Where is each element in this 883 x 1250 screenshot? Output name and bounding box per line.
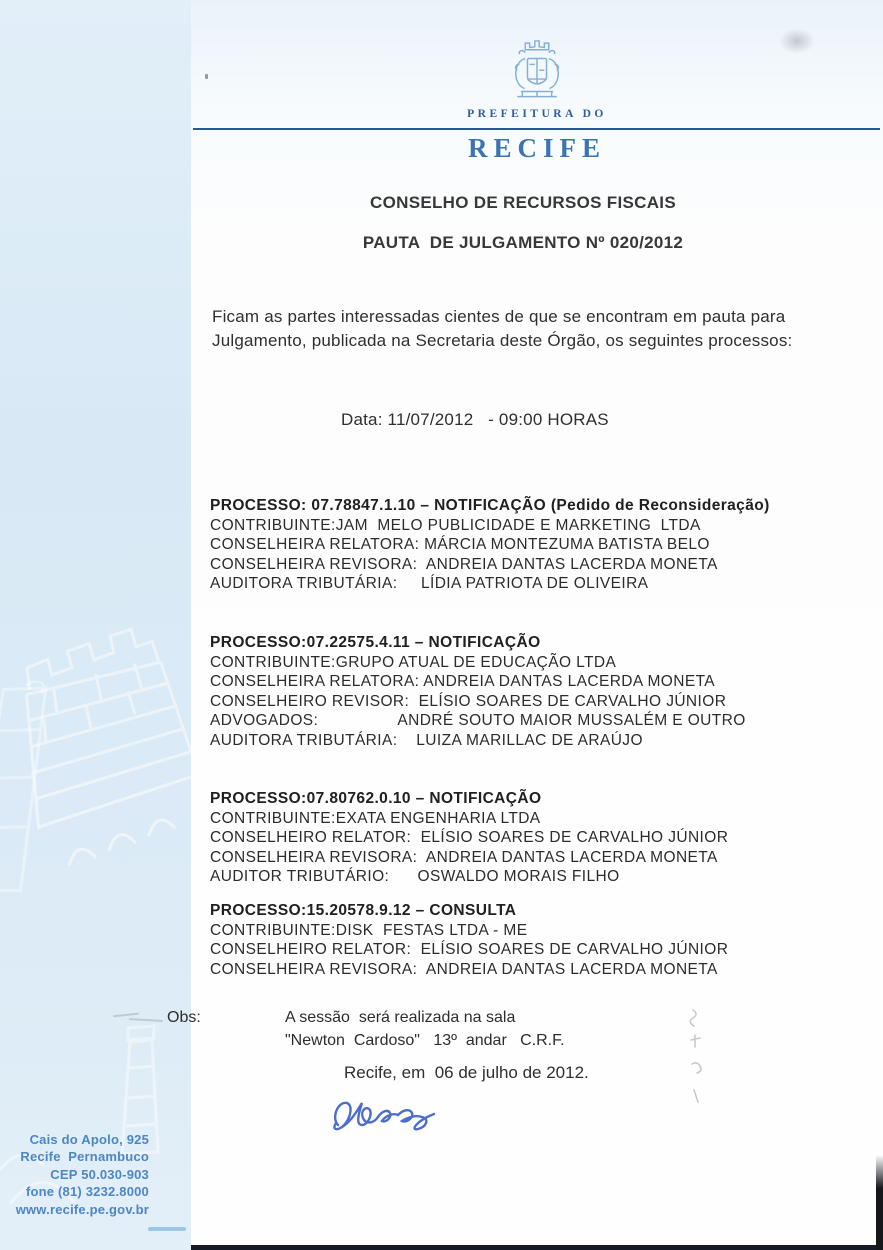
process-4-header: PROCESSO:15.20578.9.12 – CONSULTA	[210, 902, 517, 919]
pencil-marks	[109, 1010, 169, 1024]
process-4-relator: CONSELHEIRO RELATOR: ELÍSIO SOARES DE CARVALHO JÚNIOR	[210, 941, 729, 959]
process-4-revisora: CONSELHEIRA REVISORA: ANDREIA DANTAS LACERDA MONETA	[210, 960, 718, 978]
intro-line-2: Julgamento, publicada na Secretaria deste Órgão, os seguintes processos:	[212, 331, 793, 350]
process-2-auditora: AUDITORA TRIBUTÁRIA: LUIZA MARILLAC DE ARAÚJO	[210, 731, 643, 749]
stamp-marks	[685, 1004, 707, 1108]
footer-city: Recife Pernambuco	[20, 1149, 149, 1164]
document-subtitle: PAUTA DE JULGAMENTO Nº 020/2012	[362, 233, 684, 252]
process-block-2	[210, 633, 870, 751]
process-3-auditor: AUDITOR TRIBUTÁRIO: OSWALDO MORAIS FILHO	[210, 868, 620, 886]
intro-paragraph	[212, 305, 872, 353]
intro-line-1: Ficam as partes interessadas cientes de que se encontram em pauta para	[212, 307, 786, 326]
obs-text	[285, 1006, 705, 1052]
footer-street: Cais do Apolo, 925	[29, 1131, 149, 1147]
process-1-relatora: CONSELHEIRA RELATORA: MÁRCIA MONTEZUMA BATISTA BELO	[210, 536, 710, 554]
document-body	[167, 0, 883, 1250]
process-2-header: PROCESSO:07.22575.4.11 – NOTIFICAÇÃO	[210, 634, 541, 651]
footer-phone: fone (81) 3232.8000	[25, 1184, 149, 1199]
process-block-3	[210, 789, 870, 887]
process-2-revisor: CONSELHEIRO REVISOR: ELÍSIO SOARES DE CARVALHO JÚNIOR	[210, 692, 727, 710]
signature	[328, 1085, 443, 1137]
process-block-4	[210, 901, 870, 979]
process-3-contribuinte: CONTRIBUINTE:EXATA ENGENHARIA LTDA	[210, 809, 541, 827]
scan-mark-dash	[148, 1227, 186, 1231]
document-title: CONSELHO DE RECURSOS FISCAIS	[370, 193, 676, 212]
process-1-auditora: AUDITORA TRIBUTÁRIA: LÍDIA PATRIOTA DE OLIVEIRA	[210, 575, 649, 593]
process-3-relator: CONSELHEIRO RELATOR: ELÍSIO SOARES DE CARVALHO JÚNIOR	[210, 829, 729, 847]
process-1-revisora: CONSELHEIRA REVISORA: ANDREIA DANTAS LACERDA MONETA	[210, 555, 718, 573]
footer-address	[16, 1131, 149, 1219]
obs-line-1: A sessão será realizada na sala	[285, 1009, 516, 1026]
scan-edge-bottom	[191, 1245, 883, 1250]
process-1-header: PROCESSO: 07.78847.1.10 – NOTIFICAÇÃO (Pedido de Reconsideração)	[210, 497, 770, 514]
left-margin-band	[0, 0, 191, 1250]
scan-speck	[205, 74, 208, 79]
org-name-large: RECIFE	[467, 133, 606, 163]
header-rule	[193, 128, 880, 130]
recife-coat-of-arms	[493, 28, 581, 114]
scan-shadow	[779, 28, 815, 54]
obs-label: Obs:	[167, 1009, 201, 1026]
obs-line-2: "Newton Cardoso" 13º andar C.R.F.	[285, 1032, 565, 1049]
closing-date: Recife, em 06 de julho de 2012.	[344, 1063, 589, 1082]
scan-edge-right	[876, 1155, 883, 1250]
process-2-advogados: ADVOGADOS: ANDRÉ SOUTO MAIOR MUSSALÉM E OUTRO	[210, 712, 746, 730]
process-block-1	[210, 496, 870, 594]
footer-website: www.recife.pe.gov.br	[15, 1201, 149, 1217]
process-2-relatora: CONSELHEIRA RELATORA: ANDREIA DANTAS LACERDA MONETA	[210, 673, 716, 691]
process-3-header: PROCESSO:07.80762.0.10 – NOTIFICAÇÃO	[210, 790, 542, 807]
process-3-revisora: CONSELHEIRA REVISORA: ANDREIA DANTAS LACERDA MONETA	[210, 848, 718, 866]
session-date: Data: 11/07/2012 - 09:00 HORAS	[341, 410, 609, 429]
process-2-contribuinte: CONTRIBUINTE:GRUPO ATUAL DE EDUCAÇÃO LTDA	[210, 653, 617, 671]
org-name-small: PREFEITURA DO	[467, 108, 607, 120]
footer-cep: CEP 50.030-903	[50, 1166, 149, 1182]
process-1-contribuinte: CONTRIBUINTE:JAM MELO PUBLICIDADE E MARKETING LTDA	[210, 516, 701, 534]
process-4-contribuinte: CONTRIBUINTE:DISK FESTAS LTDA - ME	[210, 921, 528, 939]
